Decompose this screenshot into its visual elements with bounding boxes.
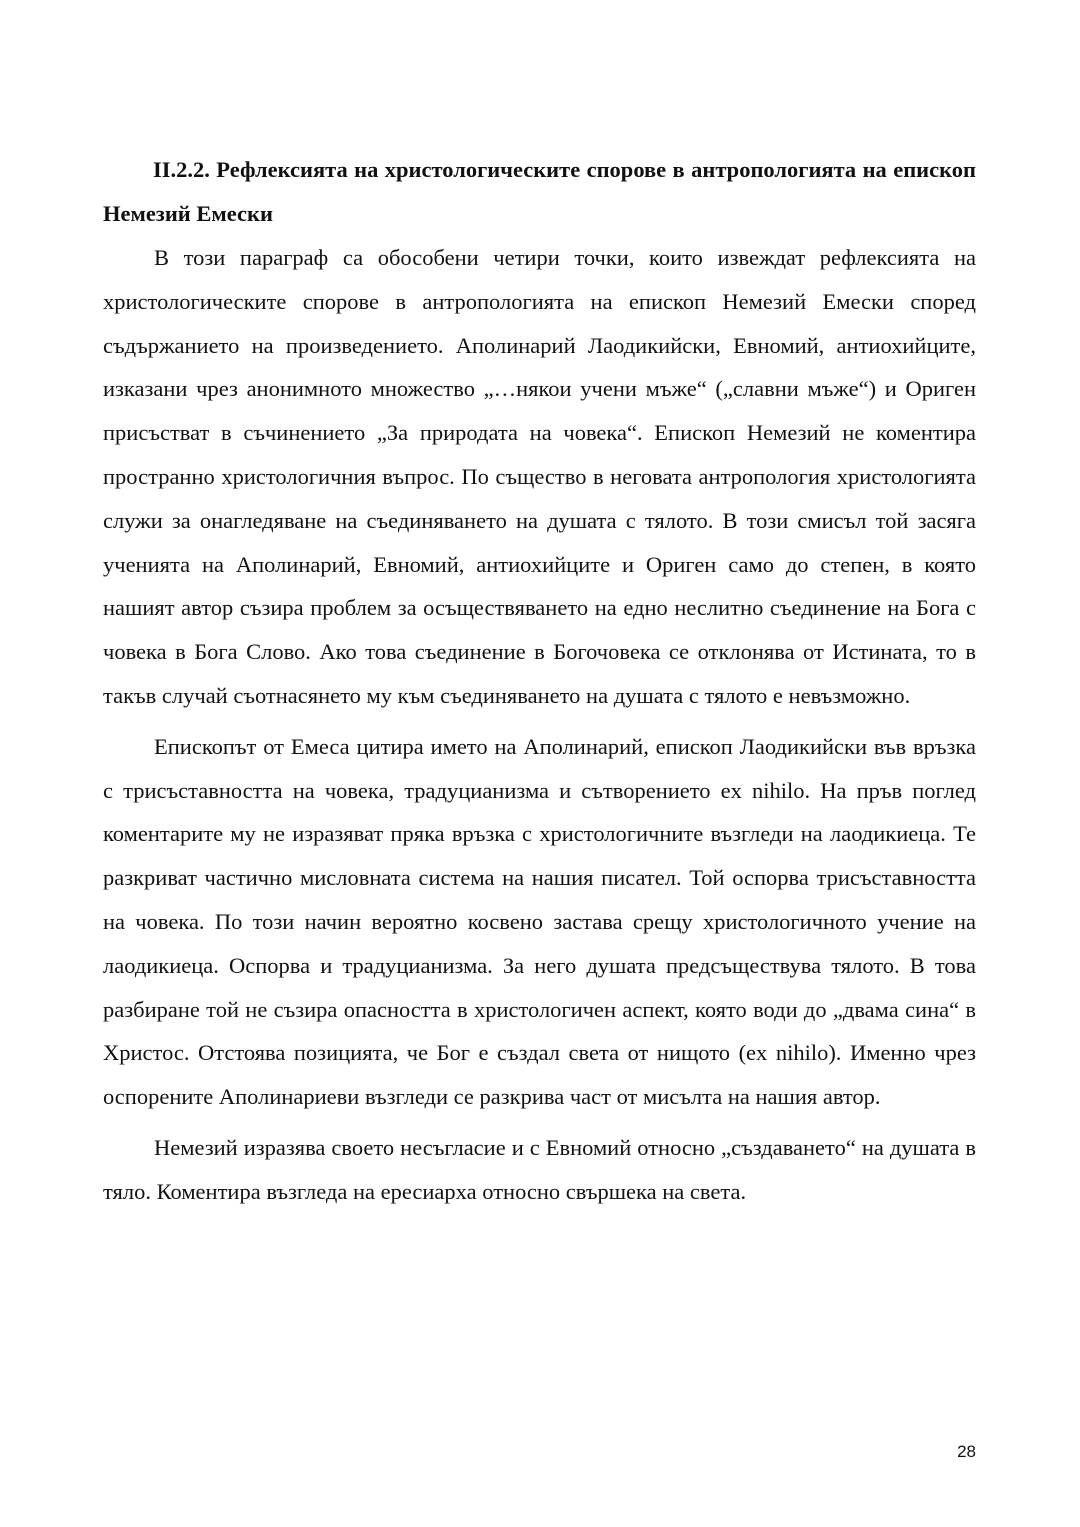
section-heading: II.2.2. Рефлексията на христологическите спорове в антропологията на епископ Немезий Емески <box>103 157 976 226</box>
page-content <box>103 148 976 1214</box>
paragraph-3: Немезий изразява своето несъгласие и с Евномий относно „създаването“ на душата в тяло. Коментира възгледа на ересиарха относно свършека на света. <box>103 1134 976 1204</box>
page-number: 28 <box>957 1442 976 1461</box>
paragraph-1: В този параграф са обособени четири точки, които извеждат рефлексията на христологическите спорове в антропологията на епископ Немезий Емески според съдържанието на произведението. Аполинарий Лаодикийски, Евномий, антиохийците, изказани чрез анонимното множество „…някои учени мъже“ („славни мъже“) и Ориген присъстват в съчинението „За природата на човека“. Епископ Немезий не коментира пространно христологичния въпрос. По същество в неговата антропология христологията служи за онагледяване на съединяването на душата с тялото. В този смисъл той засяга ученията на Аполинарий, Евномий, антиохийците и Ориген само до степен, в която нашият автор съзира проблем за осъществяването на едно неслитно съединение на Бога с човека в Бога Слово. Ако това съединение в Богочовека се отклонява от Истината, то в такъв случай съотнасянето му към съединяването на душата с тялото е невъзможно. <box>103 245 976 708</box>
paragraph-2: Епископът от Емеса цитира името на Аполинарий, епископ Лаодикийски във връзка с трисъставността на човека, традуцианизма и сътворението ex nihilo. На пръв поглед коментарите му не изразяват пряка връзка с христологичните възгледи на лаодикиеца. Те разкриват частично мисловната система на нашия писател. Той оспорва трисъставността на човека. По този начин вероятно косвено застава срещу христологичното учение на лаодикиеца. Оспорва и традуцианизма. За него душата предсъществува тялото. В това разбиране той не съзира опасността в христологичен аспект, която води до „двама сина“ в Христос. Отстоява позицията, че Бог е създал света от нищото (ex nihilo). Именно чрез оспорените Аполинариеви възгледи се разкрива част от мисълта на нашия автор. <box>103 733 976 1110</box>
